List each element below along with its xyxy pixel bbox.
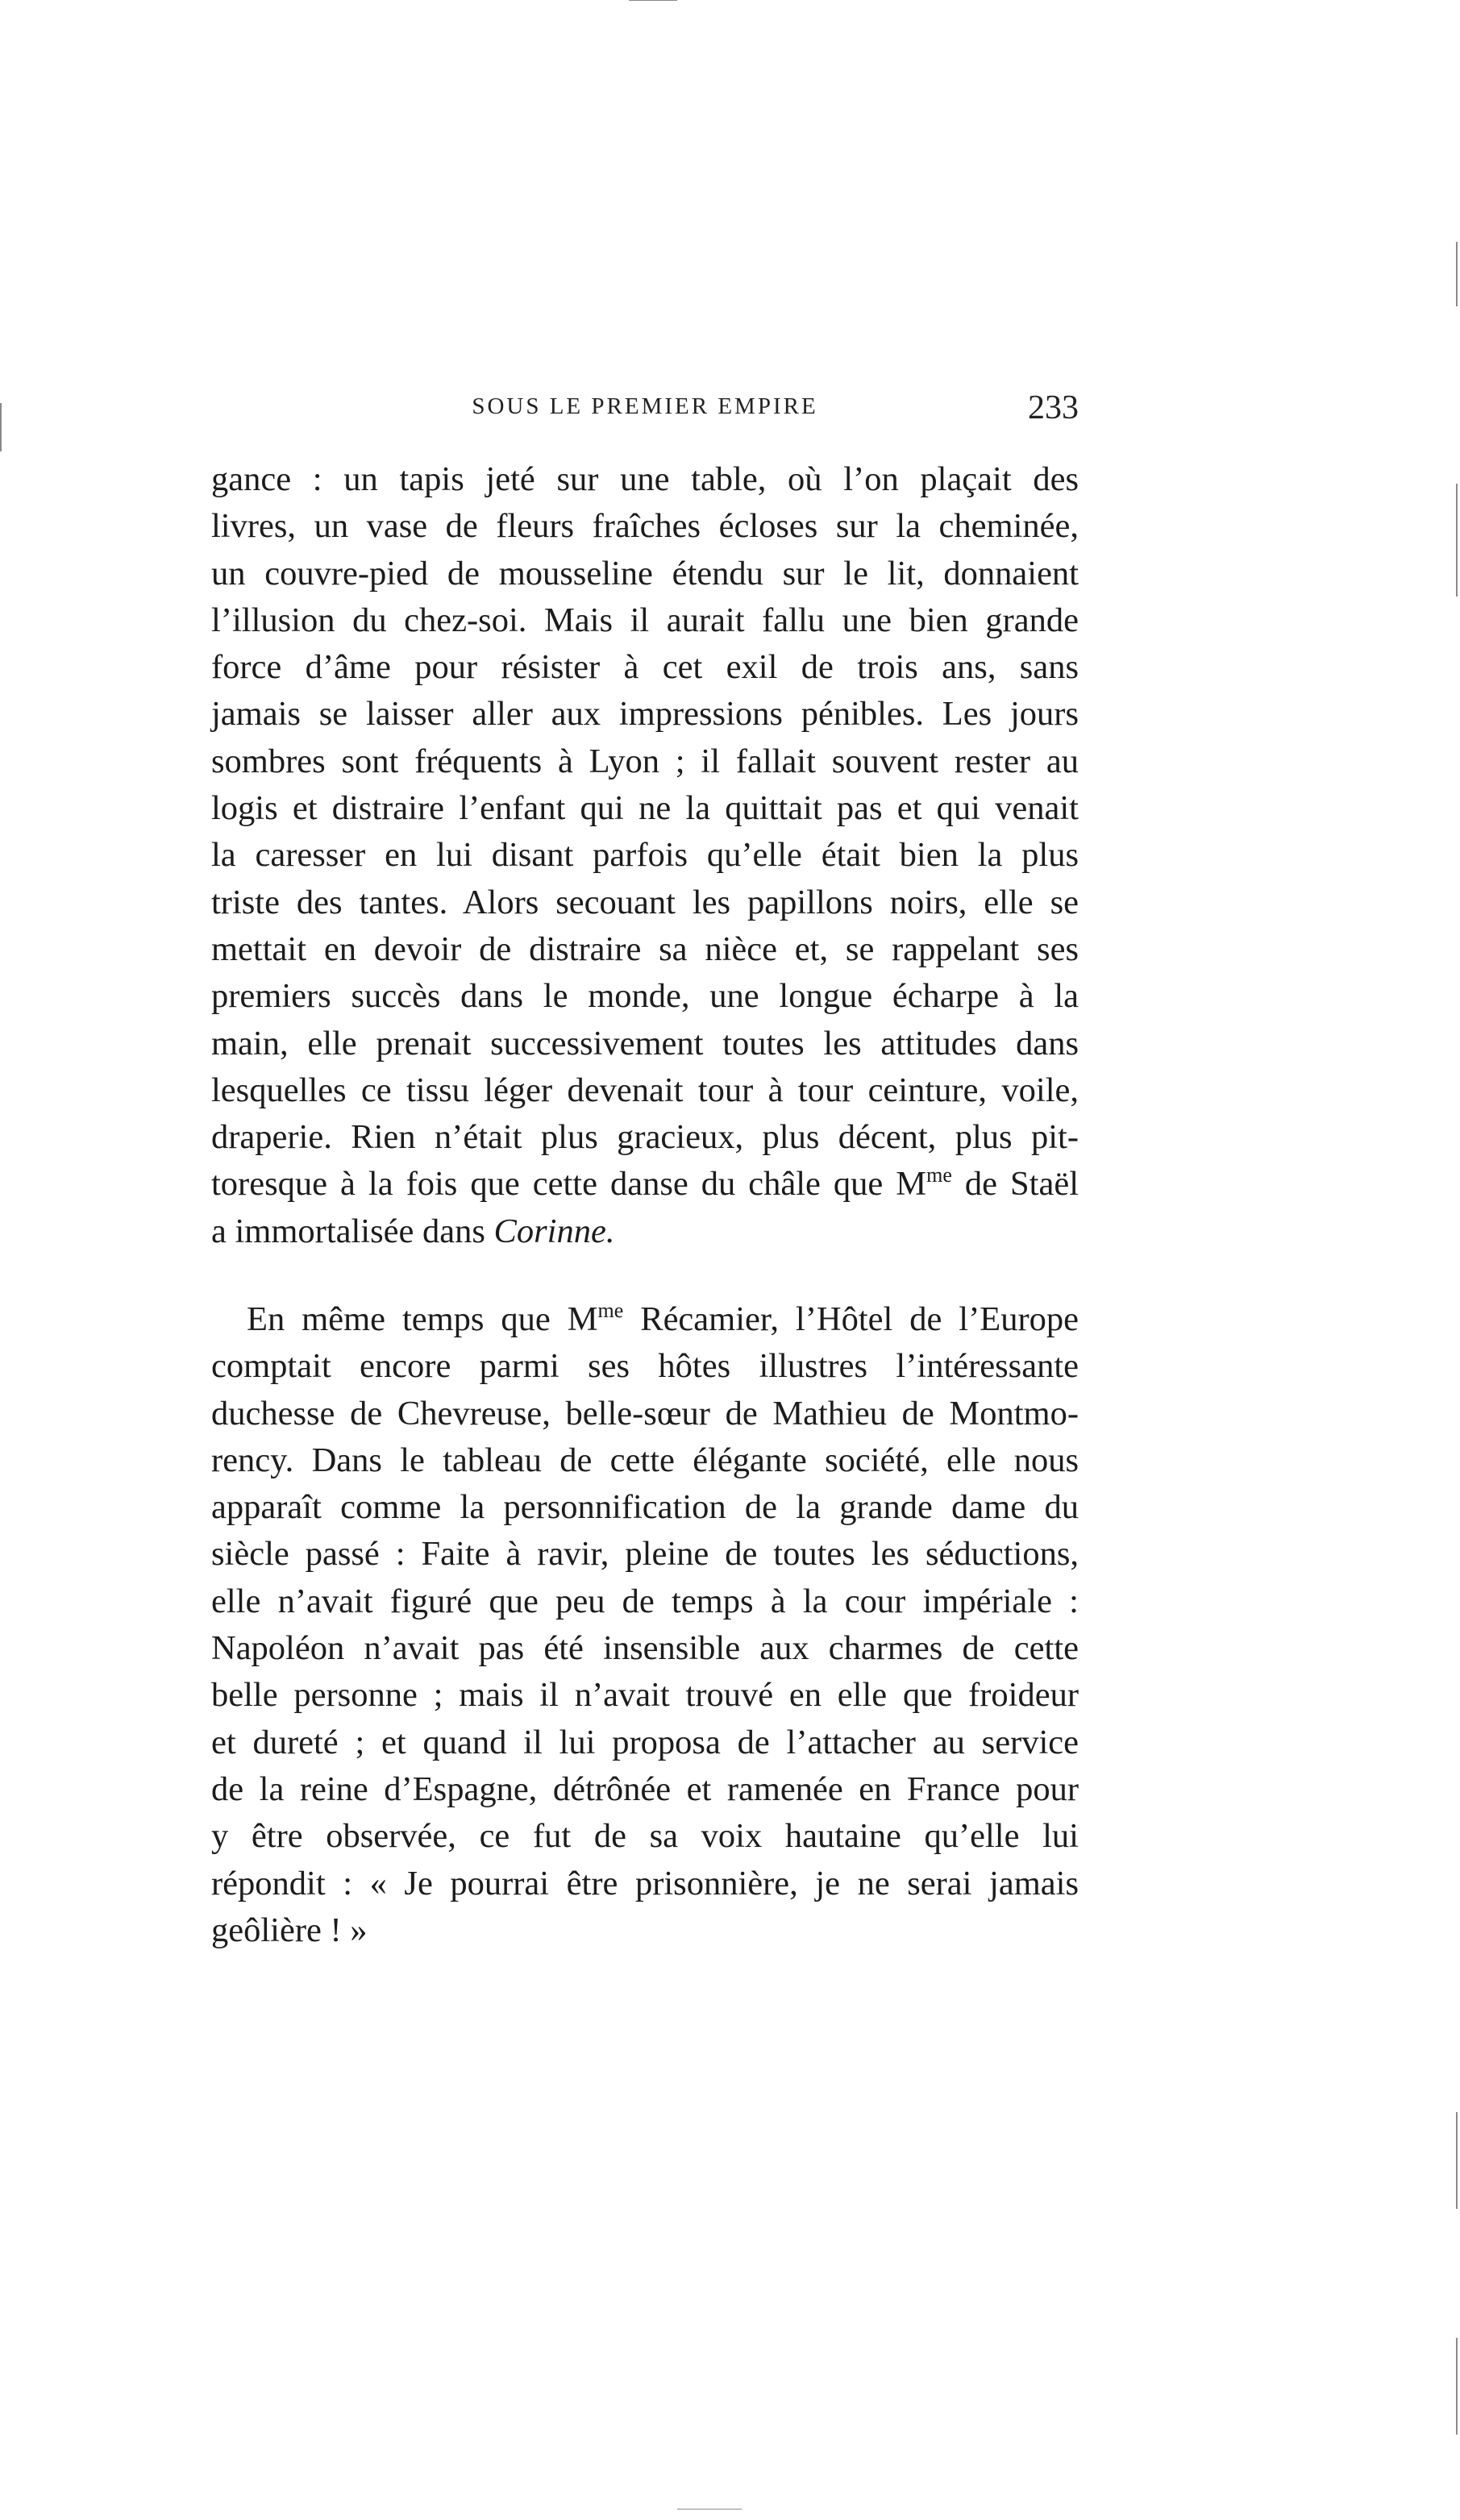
text-line: a immortalisée dans Corinne. <box>211 1212 615 1250</box>
scan-edge-mark <box>1456 484 1458 597</box>
text-line: l’illusion du chez-soi. Mais il aurait fallu une bien grande <box>211 601 1079 639</box>
text-line: elle n’avait figuré que peu de temps à la cour impériale : <box>211 1582 1079 1620</box>
text-line: lesquelles ce tissu léger devenait tour à tour ceinture, voile, <box>211 1071 1079 1109</box>
text-line: apparaît comme la personnification de la grande dame du <box>211 1488 1079 1527</box>
running-title: SOUS LE PREMIER EMPIRE <box>472 393 818 419</box>
text-line: geôlière ! » <box>211 1911 368 1949</box>
text-line: répondit : « Je pourrai être prisonnière, je ne serai jamais <box>211 1864 1079 1902</box>
text-line: main, elle prenait successivement toutes les attitudes dans <box>211 1024 1079 1062</box>
superscript-me: me <box>597 1299 624 1322</box>
scan-edge-mark <box>629 0 677 1</box>
scan-edge-mark <box>1456 2112 1458 2209</box>
text-line: premiers succès dans le monde, une longue écharpe à la <box>211 977 1079 1016</box>
text-line: rency. Dans le tableau de cette élégante société, elle nous <box>211 1441 1079 1479</box>
text-line: gance : un tapis jeté sur une table, où l’on plaçait des <box>211 460 1079 498</box>
text-line: siècle passé : Faite à ravir, pleine de toutes les séductions, <box>211 1535 1079 1574</box>
text-line: et dureté ; et quand il lui proposa de l’attacher au service <box>211 1723 1079 1761</box>
text-line: belle personne ; mais il n’avait trouvé en elle que froideur <box>211 1676 1079 1715</box>
italic-title-corinne: Corinne. <box>493 1212 615 1250</box>
text-line: triste des tantes. Alors secouant les papillons noirs, elle se <box>211 883 1079 921</box>
text-line: comptait encore parmi ses hôtes illustres l’intéressante <box>211 1347 1079 1386</box>
text-line: y être observée, ce fut de sa voix hautaine qu’elle lui <box>211 1817 1079 1856</box>
scan-edge-mark <box>0 403 2 451</box>
text-line: livres, un vase de fleurs fraîches écloses sur la cheminée, <box>211 507 1079 546</box>
text-line: draperie. Rien n’était plus gracieux, plus décent, plus pit- <box>211 1118 1079 1157</box>
text-line: mettait en devoir de distraire sa nièce et, se rappelant ses <box>211 929 1079 968</box>
scan-edge-mark <box>1456 242 1458 306</box>
scan-edge-mark <box>677 2509 742 2510</box>
scan-edge-mark <box>1456 2338 1458 2435</box>
text-line: jamais se laisser aller aux impressions pénibles. Les jours <box>211 695 1079 734</box>
running-head <box>211 389 1079 429</box>
text-line: Napoléon n’avait pas été insensible aux charmes de cette <box>211 1629 1079 1668</box>
page-number: 233 <box>1028 389 1079 426</box>
superscript-me: me <box>926 1163 952 1187</box>
text-line: logis et distraire l’enfant qui ne la quittait pas et qui venait <box>211 789 1079 828</box>
text-line: un couvre-pied de mousseline étendu sur le lit, donnaient <box>211 554 1079 593</box>
text-line: En même temps que $M^{me}$ Récamier, l’Hôtel de l’Europe <box>247 1299 1079 1338</box>
text-line: toresque à la fois que cette danse du châle que $M^{me}$ de Staël <box>211 1163 1079 1204</box>
text-line: force d’âme pour résister à cet exil de trois ans, sans <box>211 648 1079 687</box>
text-line: la caresser en lui disant parfois qu’elle était bien la plus <box>211 836 1079 875</box>
text-line: duchesse de Chevreuse, belle-sœur de Mathieu de Montmo- <box>211 1394 1079 1433</box>
paragraph-2 <box>211 1296 1079 1954</box>
text-line: de la reine d’Espagne, détrônée et ramenée en France pour <box>211 1769 1079 1808</box>
paragraph-1 <box>211 456 1079 1255</box>
text-line: sombres sont fréquents à Lyon ; il fallait souvent rester au <box>211 742 1079 780</box>
